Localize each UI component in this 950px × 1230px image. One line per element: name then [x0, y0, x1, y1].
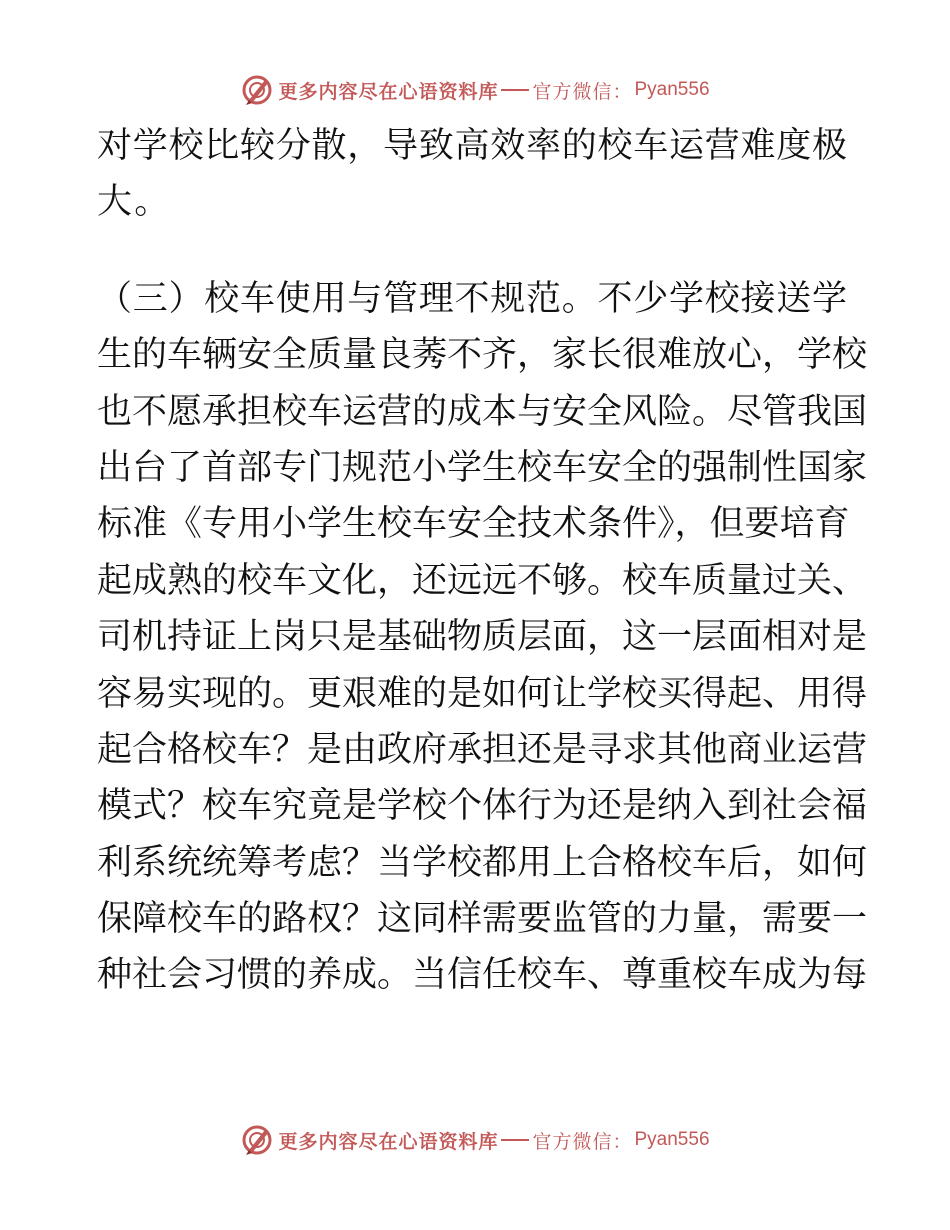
text-line: 保障校车的路权？这同样需要监管的力量，需要一 [97, 899, 868, 940]
paragraph-gap [97, 231, 857, 271]
header-wechat-id: Pyan556 [634, 79, 710, 100]
text-line: 标准《专用小学生校车安全技术条件》，但要培育 [97, 504, 850, 545]
text-line: 利系统统筹考虑？当学校都用上合格校车后，如何 [97, 842, 868, 883]
pen-logo-icon [240, 73, 274, 107]
header-site-text: 更多内容尽在心语资料库 [278, 80, 499, 103]
text-line: 种社会习惯的养成。当信任校车、尊重校车成为每 [97, 955, 868, 996]
header-official-label: 官方微信： [532, 80, 633, 103]
pen-logo-icon [240, 1123, 274, 1157]
footer-banner [0, 1120, 950, 1160]
text-line: 生的车辆安全质量良莠不齐，家长很难放心，学校 [97, 335, 868, 376]
text-line: 起成熟的校车文化，还远远不够。校车质量过关、 [97, 560, 868, 601]
text-line: （三）校车使用与管理不规范。不少学校接送学 [97, 278, 847, 319]
text-line: 对学校比较分散，导致高效率的校车运营难度极 [97, 126, 847, 166]
footer-site-text: 更多内容尽在心语资料库 [278, 1130, 499, 1153]
text-line: 起合格校车？是由政府承担还是寻求其他商业运营 [97, 729, 868, 770]
document-body [97, 118, 868, 1004]
text-line: 容易实现的。更艰难的是如何让学校买得起、用得 [97, 673, 868, 714]
text-line: 模式？校车究竟是学校个体行为还是纳入到社会福 [97, 786, 868, 827]
footer-dash [501, 1139, 529, 1141]
text-line: 出台了首部专门规范小学生校车安全的强制性国家 [97, 447, 868, 488]
text-line: 也不愿承担校车运营的成本与安全风险。尽管我国 [97, 391, 868, 432]
text-line: 大。 [97, 182, 172, 223]
text-line: 司机持证上岗只是基础物质层面，这一层面相对是 [97, 617, 868, 658]
header-dash [501, 89, 529, 91]
footer-wechat-id: Pyan556 [634, 1129, 710, 1150]
header-banner [0, 70, 950, 110]
footer-official-label: 官方微信： [532, 1130, 633, 1153]
